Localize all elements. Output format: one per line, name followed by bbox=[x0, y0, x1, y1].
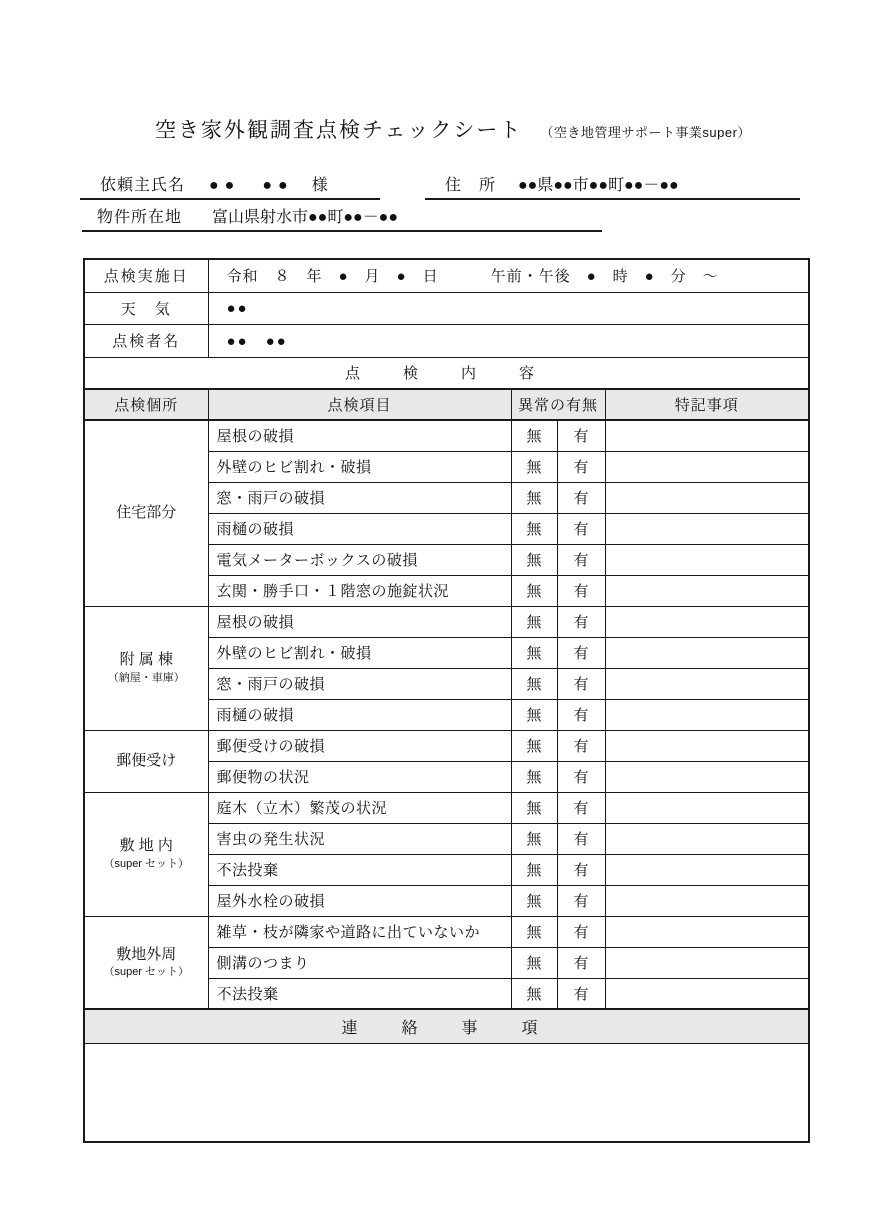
item-cell: 屋外水栓の破損 bbox=[208, 885, 511, 916]
section-sublabel: （super セット） bbox=[103, 857, 190, 870]
client-address-value: ●●県●●市●●町●●－●● bbox=[518, 177, 679, 194]
notes-cell bbox=[605, 761, 809, 792]
has-abnormality-cell: 有 bbox=[557, 606, 605, 637]
has-abnormality-cell: 有 bbox=[557, 792, 605, 823]
inspection-table bbox=[83, 258, 810, 1143]
has-abnormality-cell: 有 bbox=[557, 947, 605, 978]
has-abnormality-cell: 有 bbox=[557, 482, 605, 513]
no-abnormality-cell: 無 bbox=[511, 916, 557, 947]
section-sublabel: （納屋・車庫） bbox=[107, 671, 185, 684]
client-name-field bbox=[80, 172, 380, 200]
section-label-mailbox: 郵便受け bbox=[84, 730, 208, 792]
has-abnormality-cell: 有 bbox=[557, 637, 605, 668]
item-cell: 窓・雨戸の破損 bbox=[208, 482, 511, 513]
client-name-label: 依頼主氏名 bbox=[100, 177, 186, 194]
item-cell: 庭木（立木）繁茂の状況 bbox=[208, 792, 511, 823]
item-cell: 害虫の発生状況 bbox=[208, 823, 511, 854]
table-row bbox=[84, 792, 809, 823]
table-row bbox=[84, 606, 809, 637]
notes-cell bbox=[605, 792, 809, 823]
has-abnormality-cell: 有 bbox=[557, 668, 605, 699]
notes-cell bbox=[605, 482, 809, 513]
notes-cell bbox=[605, 730, 809, 761]
notes-cell bbox=[605, 575, 809, 606]
notes-cell bbox=[605, 885, 809, 916]
no-abnormality-cell: 無 bbox=[511, 420, 557, 451]
section-sublabel: （super セット） bbox=[103, 965, 190, 978]
item-cell: 外壁のヒビ割れ・破損 bbox=[208, 451, 511, 482]
item-cell: 不法投棄 bbox=[208, 978, 511, 1009]
no-abnormality-cell: 無 bbox=[511, 513, 557, 544]
notes-cell bbox=[605, 947, 809, 978]
section-label-housing: 住宅部分 bbox=[84, 420, 208, 606]
weather-value: ●● bbox=[208, 292, 809, 324]
notes-cell bbox=[605, 823, 809, 854]
has-abnormality-cell: 有 bbox=[557, 854, 605, 885]
has-abnormality-cell: 有 bbox=[557, 885, 605, 916]
no-abnormality-cell: 無 bbox=[511, 575, 557, 606]
section-label-perimeter: 敷地外周 （super セット） bbox=[84, 916, 208, 1009]
item-cell: 雑草・枝が隣家や道路に出ていないか bbox=[208, 916, 511, 947]
notes-cell bbox=[605, 916, 809, 947]
has-abnormality-cell: 有 bbox=[557, 978, 605, 1009]
inspection-time-value: 午前・午後 ● 時 ● 分 ～ bbox=[490, 268, 719, 286]
item-cell: 玄関・勝手口・１階窓の施錠状況 bbox=[208, 575, 511, 606]
no-abnormality-cell: 無 bbox=[511, 885, 557, 916]
no-abnormality-cell: 無 bbox=[511, 544, 557, 575]
no-abnormality-cell: 無 bbox=[511, 637, 557, 668]
notes-cell bbox=[605, 451, 809, 482]
col-header-abnormal: 異常の有無 bbox=[511, 389, 605, 420]
notes-cell bbox=[605, 637, 809, 668]
no-abnormality-cell: 無 bbox=[511, 451, 557, 482]
notes-cell bbox=[605, 699, 809, 730]
notes-cell bbox=[605, 513, 809, 544]
table-row bbox=[84, 730, 809, 761]
no-abnormality-cell: 無 bbox=[511, 854, 557, 885]
inspection-content-banner: 点 検 内 容 bbox=[84, 357, 809, 389]
no-abnormality-cell: 無 bbox=[511, 730, 557, 761]
client-address-field bbox=[425, 172, 800, 200]
no-abnormality-cell: 無 bbox=[511, 482, 557, 513]
section-label-premises: 敷 地 内 （super セット） bbox=[84, 792, 208, 916]
table-row bbox=[84, 916, 809, 947]
table-row bbox=[84, 420, 809, 451]
item-cell: 電気メーターボックスの破損 bbox=[208, 544, 511, 575]
notes-cell bbox=[605, 544, 809, 575]
item-cell: 外壁のヒビ割れ・破損 bbox=[208, 637, 511, 668]
section-label-annex: 附 属 棟 （納屋・車庫） bbox=[84, 606, 208, 730]
title-row bbox=[155, 114, 751, 144]
inspection-date-label: 点検実施日 bbox=[84, 259, 208, 292]
no-abnormality-cell: 無 bbox=[511, 823, 557, 854]
has-abnormality-cell: 有 bbox=[557, 513, 605, 544]
inspector-value: ●● ●● bbox=[208, 324, 809, 357]
has-abnormality-cell: 有 bbox=[557, 544, 605, 575]
notes-cell bbox=[605, 420, 809, 451]
no-abnormality-cell: 無 bbox=[511, 699, 557, 730]
item-cell: 窓・雨戸の破損 bbox=[208, 668, 511, 699]
has-abnormality-cell: 有 bbox=[557, 823, 605, 854]
has-abnormality-cell: 有 bbox=[557, 761, 605, 792]
item-cell: 郵便受けの破損 bbox=[208, 730, 511, 761]
item-cell: 側溝のつまり bbox=[208, 947, 511, 978]
item-cell: 不法投棄 bbox=[208, 854, 511, 885]
no-abnormality-cell: 無 bbox=[511, 668, 557, 699]
has-abnormality-cell: 有 bbox=[557, 420, 605, 451]
inspection-date-cell bbox=[208, 259, 809, 292]
has-abnormality-cell: 有 bbox=[557, 575, 605, 606]
notes-cell bbox=[605, 978, 809, 1009]
col-header-item: 点検項目 bbox=[208, 389, 511, 420]
property-address-value: 富山県射水市●●町●●－●● bbox=[212, 209, 399, 226]
has-abnormality-cell: 有 bbox=[557, 916, 605, 947]
item-cell: 郵便物の状況 bbox=[208, 761, 511, 792]
notes-cell bbox=[605, 606, 809, 637]
notes-cell bbox=[605, 668, 809, 699]
client-address-label: 住 所 bbox=[445, 177, 497, 194]
no-abnormality-cell: 無 bbox=[511, 761, 557, 792]
has-abnormality-cell: 有 bbox=[557, 451, 605, 482]
contact-notes-banner: 連 絡 事 項 bbox=[84, 1009, 809, 1043]
has-abnormality-cell: 有 bbox=[557, 730, 605, 761]
no-abnormality-cell: 無 bbox=[511, 947, 557, 978]
inspector-label: 点検者名 bbox=[84, 324, 208, 357]
notes-cell bbox=[605, 854, 809, 885]
col-header-notes: 特記事項 bbox=[605, 389, 809, 420]
client-name-value: ●● ●● bbox=[209, 177, 294, 194]
client-honorific: 様 bbox=[311, 177, 328, 194]
no-abnormality-cell: 無 bbox=[511, 978, 557, 1009]
property-address-field bbox=[82, 204, 602, 232]
page-title: 空き家外観調査点検チェックシート bbox=[155, 119, 523, 142]
has-abnormality-cell: 有 bbox=[557, 699, 605, 730]
col-header-location: 点検個所 bbox=[84, 389, 208, 420]
item-cell: 屋根の破損 bbox=[208, 420, 511, 451]
weather-label: 天 気 bbox=[84, 292, 208, 324]
no-abnormality-cell: 無 bbox=[511, 606, 557, 637]
inspection-date-value: 令和 ８ 年 ● 月 ● 日 bbox=[226, 268, 439, 286]
page-subtitle: （空き地管理サポート事業super） bbox=[540, 125, 751, 140]
property-address-label: 物件所在地 bbox=[97, 209, 183, 226]
no-abnormality-cell: 無 bbox=[511, 792, 557, 823]
item-cell: 雨樋の破損 bbox=[208, 699, 511, 730]
item-cell: 雨樋の破損 bbox=[208, 513, 511, 544]
item-cell: 屋根の破損 bbox=[208, 606, 511, 637]
contact-notes-area bbox=[84, 1043, 809, 1142]
